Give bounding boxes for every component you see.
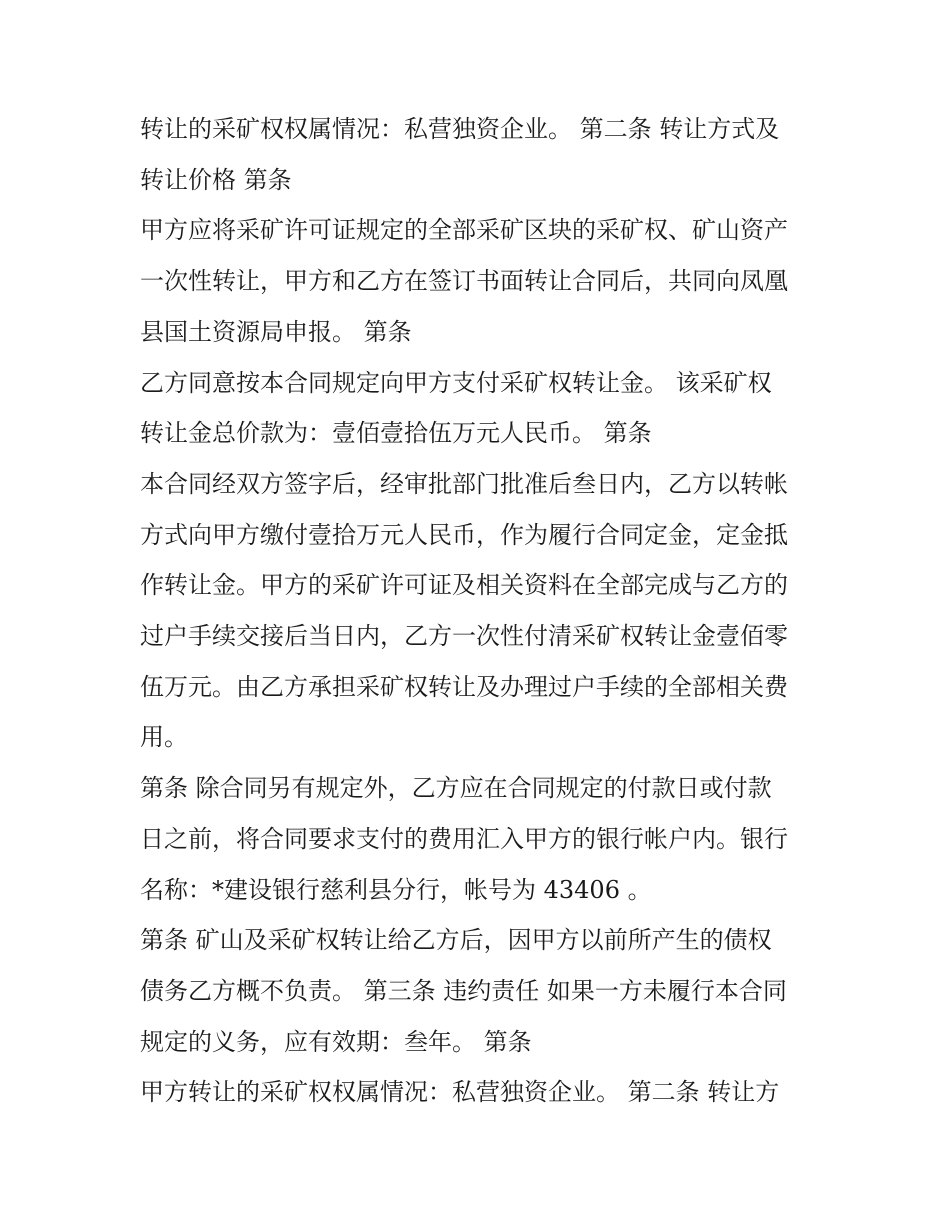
text-line: 第条 除合同另有规定外，乙方应在合同规定的付款日或付款 bbox=[140, 774, 772, 803]
paragraph bbox=[140, 104, 820, 205]
text-line: 县国土资源局申报。 第条 bbox=[140, 317, 412, 346]
text-line: 转让的采矿权权属情况：私营独资企业。 第二条 转让方式及 bbox=[140, 115, 780, 143]
text-line: 作转让金。甲方的采矿许可证及相关资料在全部完成与乙方的 bbox=[140, 571, 788, 600]
text-line: 转让金总价款为：壹佰壹拾伍万元人民币。 第条 bbox=[140, 419, 652, 448]
paragraph bbox=[140, 763, 820, 915]
text-line: 一次性转让，甲方和乙方在签订书面转让合同后，共同向凤凰 bbox=[140, 267, 788, 296]
text-line: 名称：*建设银行慈利县分行，帐号为 43406 。 bbox=[140, 875, 652, 904]
document-body bbox=[140, 104, 820, 1118]
text-line: 本合同经双方签字后，经审批部门批准后叁日内，乙方以转帐 bbox=[140, 469, 788, 498]
paragraph bbox=[140, 358, 820, 459]
text-line: 规定的义务，应有效期：叁年。 第条 bbox=[140, 1027, 532, 1056]
text-line: 乙方同意按本合同规定向甲方支付采矿权转让金。 该采矿权 bbox=[140, 368, 772, 397]
text-line: 日之前，将合同要求支付的费用汇入甲方的银行帐户内。银行 bbox=[140, 824, 788, 853]
text-line: 过户手续交接后当日内，乙方一次性付清采矿权转让金壹佰零 bbox=[140, 622, 788, 651]
text-line: 甲方应将采矿许可证规定的全部采矿区块的采矿权、矿山资产 bbox=[140, 216, 788, 245]
text-line: 第条 矿山及采矿权转让给乙方后，因甲方以前所产生的债权 bbox=[140, 926, 772, 955]
text-line: 用。 bbox=[140, 723, 188, 752]
text-line: 方式向甲方缴付壹拾万元人民币，作为履行合同定金，定金抵 bbox=[140, 520, 788, 549]
text-line: 债务乙方概不负责。 第三条 违约责任 如果一方未履行本合同 bbox=[140, 976, 787, 1005]
paragraph bbox=[140, 205, 820, 357]
text-line: 甲方转让的采矿权权属情况：私营独资企业。 第二条 转让方 bbox=[140, 1078, 780, 1107]
text-line: 伍万元。由乙方承担采矿权转让及办理过户手续的全部相关费 bbox=[140, 672, 788, 701]
paragraph bbox=[140, 915, 820, 1067]
text-line: 转让价格 第条 bbox=[140, 165, 292, 194]
paragraph bbox=[140, 459, 820, 763]
paragraph bbox=[140, 1067, 820, 1118]
